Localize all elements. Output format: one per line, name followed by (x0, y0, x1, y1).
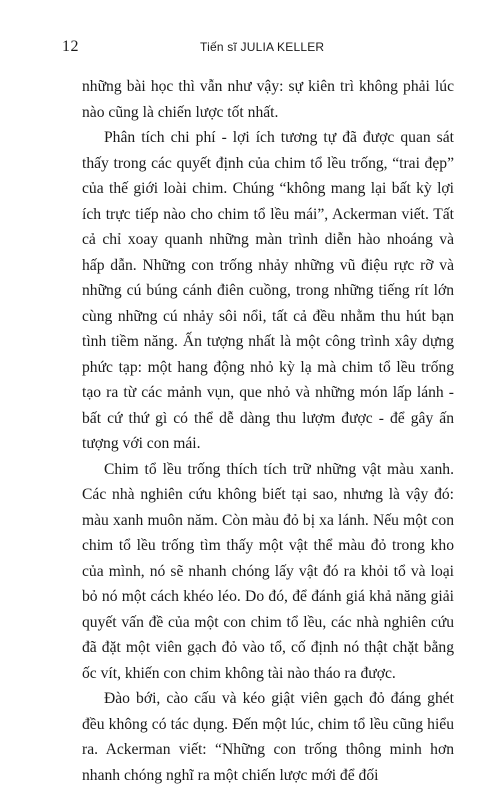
running-head: Tiến sĩ JULIA KELLER (200, 40, 325, 54)
page-number: 12 (62, 38, 79, 55)
paragraph: Đào bới, cào cấu và kéo giật viên gạch đỏ đáng ghét đều không có tác dụng. Đến một lúc, chim tổ lều cũng hiểu ra. Ackerman viết: “Những con trống thông minh hơn nhanh chóng nghĩ ra một chiến lược mới để đối (82, 690, 454, 784)
paragraph: Phân tích chi phí - lợi ích tương tự đã được quan sát thấy trong các quyết định của chim tổ lều trống, “trai đẹp” của thế giới loài chim. Chúng “không mang lại bất kỳ lợi ích trực tiếp nào cho chim tổ lều mái”, Ackerman viết. Tất cả chỉ xoay quanh những màn trình diễn hào nhoáng và hấp dẫn. Những con trống nhảy những vũ điệu rực rỡ và những cú búng cánh điên cuồng, trong những tiếng rít lớn cùng những cú nhảy sôi nổi, tất cả đều nhằm thu hút bạn tình tiềm năng. Ấn tượng nhất là một công trình xây dựng phức tạp: một hang động nhỏ kỳ lạ mà chim tổ lều trống tạo ra từ các mảnh vụn, que nhỏ và những món lấp lánh - bất cứ thứ gì có thể dễ dàng thu lượm được - để gây ấn tượng với con mái. (82, 129, 454, 452)
paragraph-continuation: những bài học thì vẫn như vậy: sự kiên trì không phải lúc nào cũng là chiến lược tốt nhất. (82, 78, 454, 121)
body-text (82, 74, 454, 788)
page-header (62, 38, 439, 58)
paragraph: Chim tổ lều trống thích tích trữ những vật màu xanh. Các nhà nghiên cứu không biết tại sao, nhưng là vậy đó: màu xanh muôn năm. Còn màu đỏ bị xa lánh. Nếu một con chim tổ lều trống tìm thấy một vật thể màu đỏ trong kho của mình, nó sẽ nhanh chóng lấy vật đó ra khỏi tổ và loại bỏ nó một cách khéo léo. Do đó, để đánh giá khả năng giải quyết vấn đề của một con chim tổ lều, các nhà nghiên cứu đã đặt một viên gạch đỏ vào tổ, cố định nó thật chặt bằng ốc vít, khiến con chim không tài nào tháo ra được. (82, 460, 454, 682)
